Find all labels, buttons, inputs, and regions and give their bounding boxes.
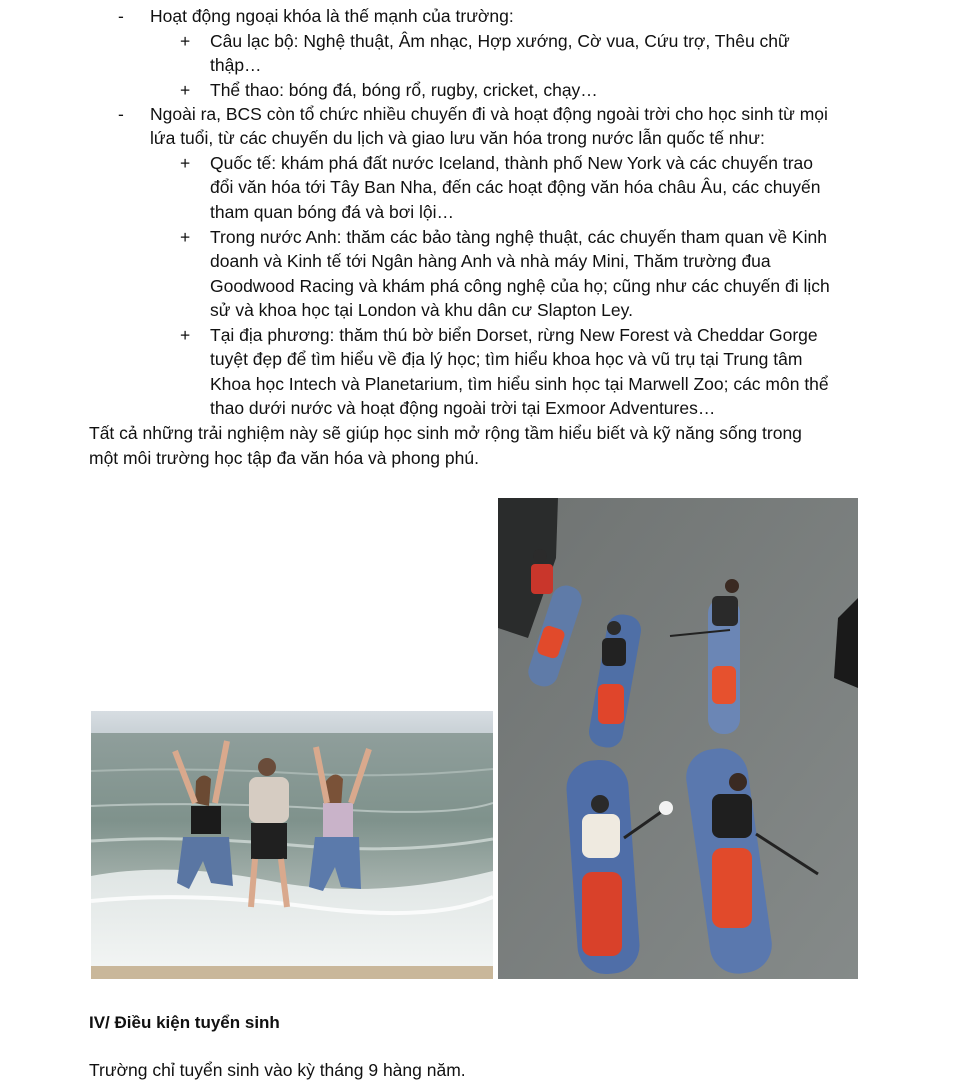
sub-bullet-text: tuyệt đẹp để tìm hiểu về địa lý học; tìm hiểu khoa học và vũ trụ tại Trung tâm [210, 349, 803, 369]
sub-bullet-marker: + [180, 325, 191, 345]
sub-bullet-text: thao dưới nước và hoạt động ngoài trời tại Exmoor Adventures… [210, 398, 716, 418]
sub-bullet-text: Goodwood Racing và khám phá công nghệ của họ; cũng như các chuyến đi lịch [210, 276, 830, 296]
bullet-text: lứa tuổi, từ các chuyến du lịch và giao lưu văn hóa trong nước lẫn quốc tế như: [150, 128, 765, 148]
sub-bullet-marker: + [180, 227, 191, 247]
summary-text: một môi trường học tập đa văn hóa và phong phú. [89, 448, 479, 468]
sub-bullet-text: Khoa học Intech và Planetarium, tìm hiểu sinh học tại Marwell Zoo; các môn thể [210, 374, 829, 394]
sub-bullet-marker: + [180, 153, 191, 173]
sub-bullet-text: tham quan bóng đá và bơi lội… [210, 202, 454, 222]
paddleboard-photo [498, 498, 858, 979]
bullet-marker: - [118, 104, 124, 124]
section-heading: IV/ Điều kiện tuyển sinh [89, 1013, 280, 1032]
sub-bullet-text: doanh và Kinh tế tới Ngân hàng Anh và nhà máy Mini, Thăm trường đua [210, 251, 771, 271]
beach-jump-photo [91, 711, 493, 979]
sub-bullet-marker: + [180, 80, 191, 100]
sub-bullet-text: thập… [210, 55, 262, 75]
bullet-text: Ngoài ra, BCS còn tổ chức nhiều chuyến đi và hoạt động ngoài trời cho học sinh từ mọi [150, 104, 828, 124]
sub-bullet-text: sử và khoa học tại London và khu dân cư Slapton Ley. [210, 300, 633, 320]
sub-bullet-marker: + [180, 31, 191, 51]
sub-bullet-text: Quốc tế: khám phá đất nước Iceland, thành phố New York và các chuyến trao [210, 153, 813, 173]
summary-text: Tất cả những trải nghiệm này sẽ giúp học sinh mở rộng tầm hiểu biết và kỹ năng sống trong [89, 423, 802, 443]
sub-bullet-text: Thể thao: bóng đá, bóng rổ, rugby, cricket, chạy… [210, 80, 598, 100]
sub-bullet-text: đổi văn hóa tới Tây Ban Nha, đến các hoạt động văn hóa châu Âu, các chuyến [210, 177, 821, 197]
sub-bullet-text: Tại địa phương: thăm thú bờ biển Dorset, rừng New Forest và Cheddar Gorge [210, 325, 818, 345]
bullet-marker: - [118, 6, 124, 26]
sub-bullet-text: Câu lạc bộ: Nghệ thuật, Âm nhạc, Hợp xướng, Cờ vua, Cứu trợ, Thêu chữ [210, 31, 790, 51]
sub-bullet-text: Trong nước Anh: thăm các bảo tàng nghệ thuật, các chuyến tham quan về Kinh [210, 227, 827, 247]
bullet-text: Hoạt động ngoại khóa là thế mạnh của trường: [150, 6, 514, 26]
section-text: Trường chỉ tuyển sinh vào kỳ tháng 9 hàng năm. [89, 1060, 466, 1080]
